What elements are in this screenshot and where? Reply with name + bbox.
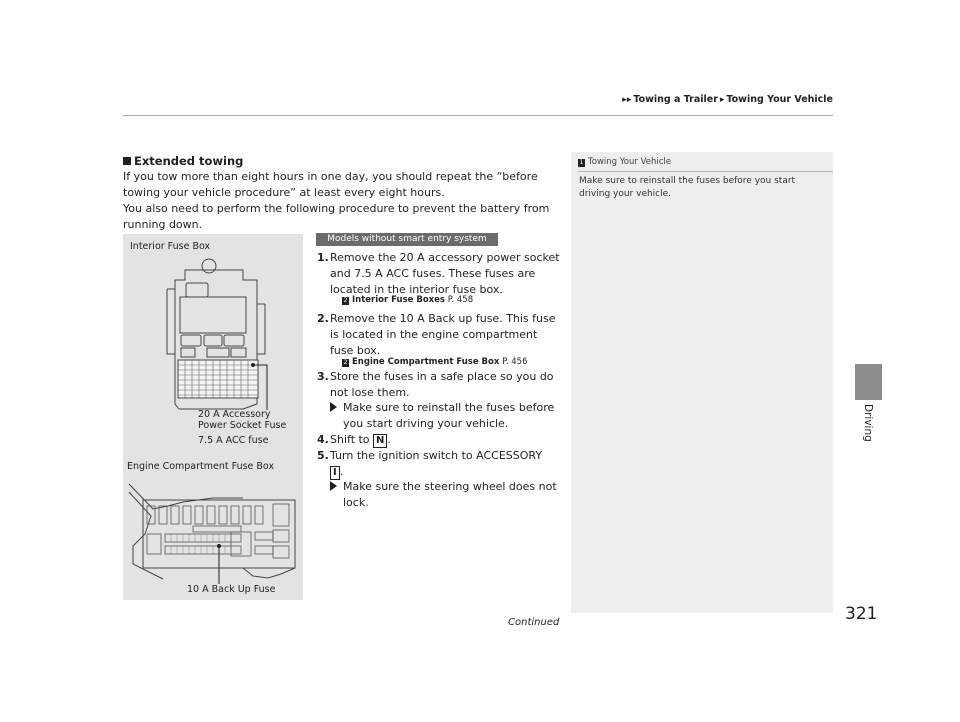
continued-label: Continued bbox=[508, 617, 560, 628]
notes-panel bbox=[571, 152, 833, 613]
cross-reference-link[interactable]: 2 Engine Compartment Fuse Box P. 456 bbox=[343, 357, 528, 367]
reference-arrow-icon: 2 bbox=[343, 359, 348, 366]
model-badge: Models without smart entry system bbox=[316, 233, 498, 246]
acc-fuse-callout: 7.5 A ACC fuse bbox=[198, 435, 269, 446]
square-bullet-icon bbox=[123, 157, 131, 165]
breadcrumb bbox=[500, 94, 833, 105]
breadcrumb-arrow-icon: ▸ bbox=[719, 95, 725, 105]
step-item: 4. Shift to N . bbox=[317, 433, 391, 446]
interior-fuse-box-label: Interior Fuse Box bbox=[130, 241, 211, 252]
section-heading: Extended towing bbox=[123, 154, 243, 168]
intro-paragraph: If you tow more than eight hours in one day, you should repeat the “before towing your vehicle procedure” at least every eight hours. bbox=[123, 170, 538, 199]
step-note: Make sure to reinstall the fuses before you start driving your vehicle. bbox=[330, 400, 563, 432]
step-item: 3. Store the fuses in a safe place so you do not lose them. bbox=[317, 370, 554, 399]
note-marker-icon: 1 bbox=[579, 159, 584, 166]
breadcrumb-item[interactable]: Towing Your Vehicle bbox=[726, 94, 833, 105]
gear-position-n-icon: N bbox=[373, 434, 387, 448]
ignition-accessory-icon: I bbox=[330, 466, 340, 480]
engine-fuse-box-label: Engine Compartment Fuse Box bbox=[127, 461, 275, 472]
step-note: Make sure the steering wheel does not lock. bbox=[330, 479, 563, 511]
header-divider bbox=[123, 115, 833, 116]
intro-paragraph: You also need to perform the following procedure to prevent the battery from running down. bbox=[123, 202, 550, 231]
step-item: 5. Turn the ignition switch to ACCESSORY I . bbox=[317, 449, 543, 478]
fuse-box-figure bbox=[123, 234, 303, 600]
notes-panel-divider bbox=[578, 171, 833, 172]
step-item: 1. Remove the 20 A accessory power socket and 7.5 A ACC fuses. These fuses are located in the interior fuse box. bbox=[317, 251, 560, 296]
note-arrow-icon bbox=[330, 402, 337, 412]
note-arrow-icon bbox=[330, 481, 337, 491]
chapter-tab-label: Driving bbox=[862, 404, 874, 442]
breadcrumb-item[interactable]: Towing a Trailer bbox=[633, 94, 718, 105]
breadcrumb-arrow-icon: ▸▸ bbox=[622, 95, 632, 105]
cross-reference-link[interactable]: 2 Interior Fuse Boxes P. 458 bbox=[343, 295, 474, 305]
page-number: 321 bbox=[845, 604, 878, 624]
reference-arrow-icon: 2 bbox=[343, 297, 348, 304]
chapter-tab bbox=[855, 364, 882, 400]
step-item: 2. Remove the 10 A Back up fuse. This fuse is located in the engine compartment fuse box. bbox=[317, 312, 556, 357]
notes-panel-title: 1 Towing Your Vehicle bbox=[579, 157, 671, 167]
accessory-fuse-callout: 20 A Accessory Power Socket Fuse bbox=[198, 409, 287, 431]
backup-fuse-callout: 10 A Back Up Fuse bbox=[187, 584, 276, 595]
notes-panel-body: Make sure to reinstall the fuses before you start driving your vehicle. bbox=[579, 176, 796, 199]
